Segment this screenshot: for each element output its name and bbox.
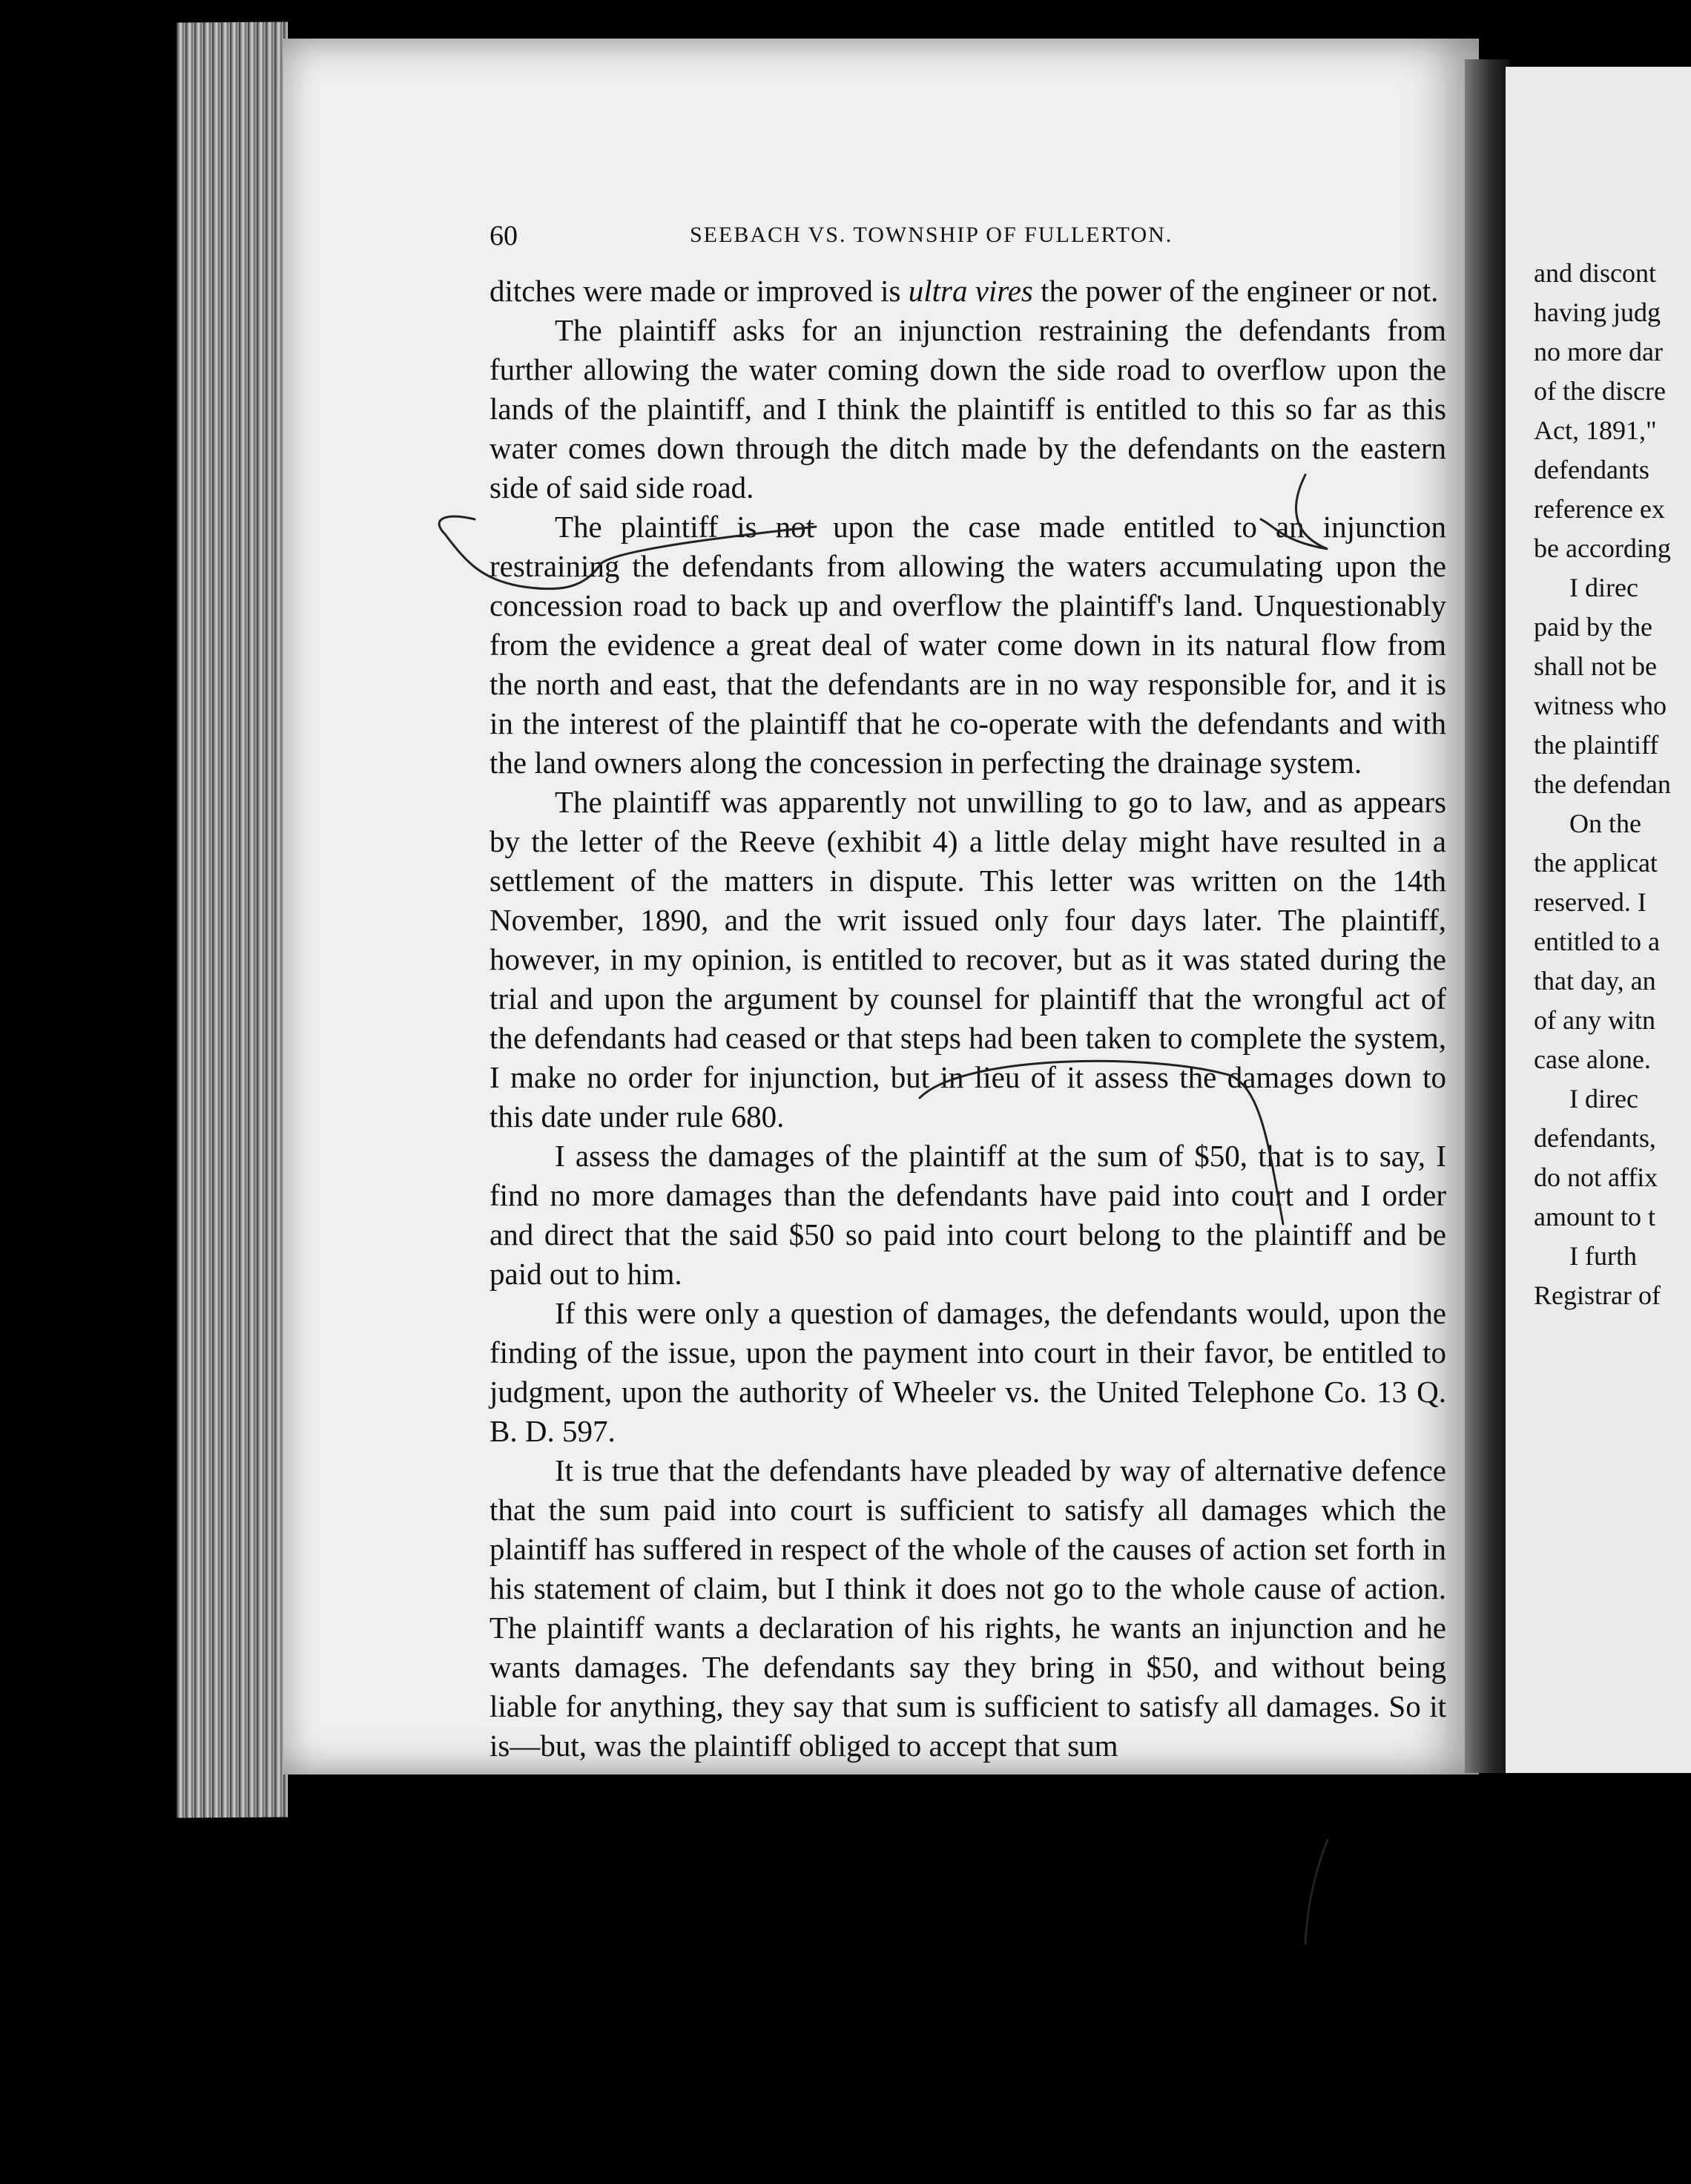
book-gutter: [1465, 59, 1509, 1773]
right-page-line: On the: [1569, 809, 1641, 838]
right-page-line: Act, 1891,": [1534, 415, 1657, 445]
right-page-line: do not affix: [1534, 1162, 1658, 1192]
right-page-line: no more dar: [1534, 337, 1663, 366]
right-page-line: I furth: [1569, 1241, 1637, 1271]
right-page-line: defendants: [1534, 455, 1649, 484]
right-page-line: entitled to a: [1534, 927, 1660, 956]
right-page-line: I direc: [1569, 573, 1638, 602]
right-page-line: shall not be: [1534, 651, 1657, 681]
stacked-page-edges: [177, 22, 288, 1818]
right-page-line: I direc: [1569, 1084, 1638, 1114]
right-page-line: reference ex: [1534, 494, 1665, 524]
italic-phrase: ultra vires: [908, 274, 1033, 308]
right-page-line: reserved. I: [1534, 887, 1646, 917]
paragraph-6: If this were only a question of damages, the defendants would, upon the finding of the issue, upon the payment into court in their favor, be entitled to judgment, upon the authority of Wheeler vs. the United Telephone Co. 13 Q. B. D. 597.: [490, 1296, 1446, 1448]
paragraph-4: The plaintiff was apparently not unwilling to go to law, and as appears by the letter of the Reeve (exhibit 4) a little delay might have resulted in a settlement of the matters in dispute. This letter was written on the 14th November, 1890, and the writ issued only four days later. The plaintiff, however, in my opinion, is entitled to recover, but as it was stated during the trial and upon the argument by counsel for plaintiff that the wrongful act of the defendants had ceased or that steps had been taken to complete the system, I make no order for injunction, but in lieu of it assess the damages down to this date under rule 680.: [490, 785, 1446, 1134]
right-page-line: of the discre: [1534, 376, 1666, 406]
right-page-line: Registrar of: [1534, 1280, 1661, 1310]
body-text: [490, 272, 1446, 1766]
running-head: SEEBACH VS. TOWNSHIP OF FULLERTON.: [690, 223, 1173, 247]
paragraph-1: [490, 272, 1446, 311]
right-page-line: be according: [1534, 533, 1671, 563]
right-page-line: amount to t: [1534, 1202, 1655, 1231]
right-page-line: having judg: [1534, 297, 1661, 327]
right-page-line: the applicat: [1534, 848, 1658, 878]
right-page-line: case alone.: [1534, 1045, 1651, 1074]
paragraph-2: The plaintiff asks for an injunction restraining the defendants from further allowing the water coming down the side road to overflow upon the lands of the plaintiff, and I think the plaintiff is entitled to this so far as this water comes down through the ditch made by the defendants on the eastern side of said side road.: [490, 313, 1446, 504]
right-page-text: [1534, 254, 1691, 1315]
paragraph-1-text-a: ditches were made or improved is: [490, 274, 909, 308]
paragraph-1-text-b: the power of the engineer or not.: [1032, 274, 1439, 308]
right-page-line: witness who: [1534, 691, 1667, 720]
right-page-line: paid by the: [1534, 612, 1652, 642]
page-number: 60: [490, 220, 518, 251]
pen-slash-mark: [1305, 1840, 1328, 1944]
page-header: [490, 220, 1454, 257]
right-page-line: the defendan: [1534, 769, 1671, 799]
right-page-line: of any witn: [1534, 1005, 1655, 1035]
right-page-line: defendants,: [1534, 1123, 1656, 1153]
right-page-line: that day, an: [1534, 966, 1656, 996]
right-page-line: and discont: [1534, 258, 1656, 288]
paragraph-5: I assess the damages of the plaintiff at the sum of $50, that is to say, I find no more damages than the defendants have paid into court and I order and direct that the said $50 so paid into court belong to the plaintiff and be paid out to him.: [490, 1139, 1446, 1291]
paragraph-3: The plaintiff is not upon the case made entitled to an injunction restraining the defendants from allowing the waters accumulating upon the concession road to back up and overflow the plaintiff's land. Unquestionably from the evidence a great deal of water come down in its natural flow from the north and east, that the defendants are in no way responsible for, and it is in the interest of the plaintiff that he co-operate with the defendants and with the land owners along the concession in perfecting the drainage system.: [490, 510, 1446, 780]
right-page-line: the plaintiff: [1534, 730, 1659, 760]
paragraph-7: It is true that the defendants have pleaded by way of alternative defence that the sum paid into court is sufficient to satisfy all damages which the plaintiff has suffered in respect of the whole of the causes of action set forth in his statement of claim, but I think it does not go to the whole cause of action. The plaintiff wants a declaration of his rights, he wants an injunction and he wants damages. The defendants say they bring in $50, and without being liable for anything, they say that sum is sufficient to satisfy all damages. So it is—but, was the plaintiff obliged to accept that sum: [490, 1453, 1446, 1763]
